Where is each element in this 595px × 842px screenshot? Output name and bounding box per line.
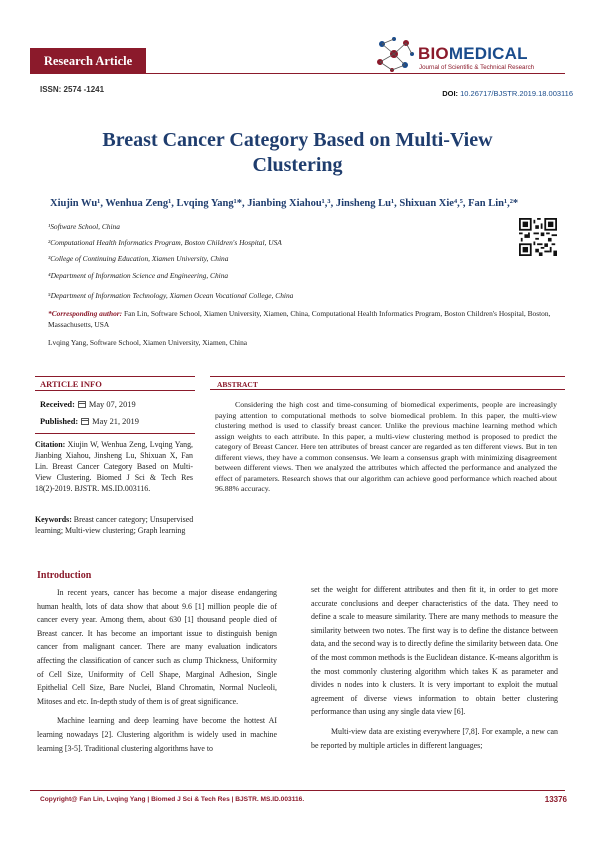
paragraph: set the weight for different attributes and then fit it, in order to get more accurate conclusions and deeper characteristics of the data. They need to define a scale to measure similarity. There are many methods to measure the similarity between two notes. The first way is to define the distance between data, and the second way is to directly define the similarity between data. One of the most common methods is the Euclidean distance. K-means algorithm is the most commonly clustering algorithm which takes K as parameter and divides n nodes into k clusters. It is very important to exploit the mutual agreement of diverse views information to obtain better clustering performance than using any single data view [6]. [311,585,558,717]
corresponding-author-2: Lvqing Yang, Software School, Xiamen University, Xiamen, China [48,338,248,347]
author-list: Xiujin Wu¹, Wenhua Zeng¹, Lvqing Yang¹*, Jianbing Xiahou¹,³, Jinsheng Lu¹, Shixuan Xie⁴,⁵, Fan Lin¹,²* [50,198,519,209]
abstract-text: Considering the high cost and time-consuming of biomedical experiments, people are increasingly paying attention to computational methods to solve biomedical problem. In this paper, the multi-view clustering method is used to classify breast cancer. Unlike the previous machine learning method which assign weights to each attribute. In this paper, a multi-view clustering method is proposed to predict the category of Breast Cancer. Here ten attributes of breast cancer are regarded as ten different views. But in ten different views, they have a common consensus. We learn a consensus graph with minimizing disagreement between different views. Then we analyzed the attributes which affected the performance and analyzed the effect of parameters. Research shows that our algorithm can achieve good performance which reached about 96.88% accuracy. [215,400,557,493]
received-date: Received: May 07, 2019 [40,400,136,409]
footer-divider [30,790,565,791]
logo-wordmark: BIOMEDICAL [418,44,528,63]
page-number: 13376 [544,795,567,804]
published-date: Published: May 21, 2019 [40,417,139,426]
introduction-heading: Introduction [37,570,92,581]
affiliation: ³College of Continuing Education, Xiamen University, China [48,254,229,263]
molecule-icon [372,34,416,74]
article-info-rule-dates [35,433,195,434]
article-info-rule-bottom [35,390,195,391]
paragraph: Multi-view data are existing everywhere [7,8]. For example, a new can be reported by multiple articles in different languages; [311,726,558,750]
abstract-rule-bottom [210,389,565,390]
affiliation: ¹Software School, China [48,222,120,231]
article-type-banner: Research Article [30,48,146,74]
affiliation: ²Computational Health Informatics Program, Boston Children's Hospital, USA [48,238,282,247]
paragraph: In recent years, cancer has become a major disease endangering human health, lots of data show that about 9.6 [1] million people die of cancer every year. Among them, about 630 [1] thousand people died of Breast cancer. It has become an important issue to distinguish benign cancer from malignant cancer. There are many evaluation indicators affecting the classification of cancer such as clump Thickness, Uniformity of Cell Size, Uniformity of Cell Shape, Marginal Adhesion, Single Epithelial Cell Size, Bare Nuclei, Bland Chromatin, Normal Nucleoli, Mitoses and etc. In-depth study of them is of great significance. [37,588,277,706]
abstract-rule-top [210,376,565,377]
article-info-rule-top [35,376,195,377]
calendar-icon [81,418,89,425]
keywords: Keywords: Breast cancer category; Unsupervised learning; Multi-view clustering; Graph learning [35,515,194,535]
paragraph: Machine learning and deep learning have become the hottest AI learning nowadays [2]. Clustering algorithm is widely used in machine learning [3-5]. Traditional clustering algorithms have to [37,716,277,753]
paper-title: Breast Cancer Category Based on Multi-View Clustering [102,129,493,176]
article-info-heading: ARTICLE INFO [40,379,102,389]
corresponding-author: *Corresponding author: Fan Lin, Software School, Xiamen University, Xiamen, China, Computational Health Informatics Program, Boston Children's Hospital, Boston, Massachusetts, USA [48,309,551,329]
journal-logo[interactable] [372,34,572,74]
doi-link[interactable]: 10.26717/BJSTR.2019.18.003116 [460,89,573,98]
calendar-icon [78,401,86,408]
doi: DOI: 10.26717/BJSTR.2019.18.003116 [442,89,573,98]
logo-tagline: Journal of Scientific & Technical Research [419,64,535,71]
footer-copyright: Copyright@ Fan Lin, Lvqing Yang | Biomed J Sci & Tech Res | BJSTR. MS.ID.003116. [40,796,305,803]
body-column-left [37,586,277,755]
issn: ISSN: 2574 -1241 [40,85,105,94]
affiliation: ⁴Department of Information Science and Engineering, China [48,271,229,280]
abstract-heading: ABSTRACT [217,380,258,389]
affiliation: ⁵Department of Information Technology, Xiamen Ocean Vocational College, China [48,291,294,300]
body-column-right [311,583,558,752]
qr-code-icon[interactable] [519,218,557,256]
citation: Citation: Xiujin W, Wenhua Zeng, Lvqing Yang, Jianbing Xiahou, Jinsheng Lu, Shixuan X, Fan Lin. Breast Cancer Category Based on Multi-View Clustering. Biomed J Sci & Tech Res 18(2)-2019. BJSTR. MS.ID.003116. [35,440,193,493]
